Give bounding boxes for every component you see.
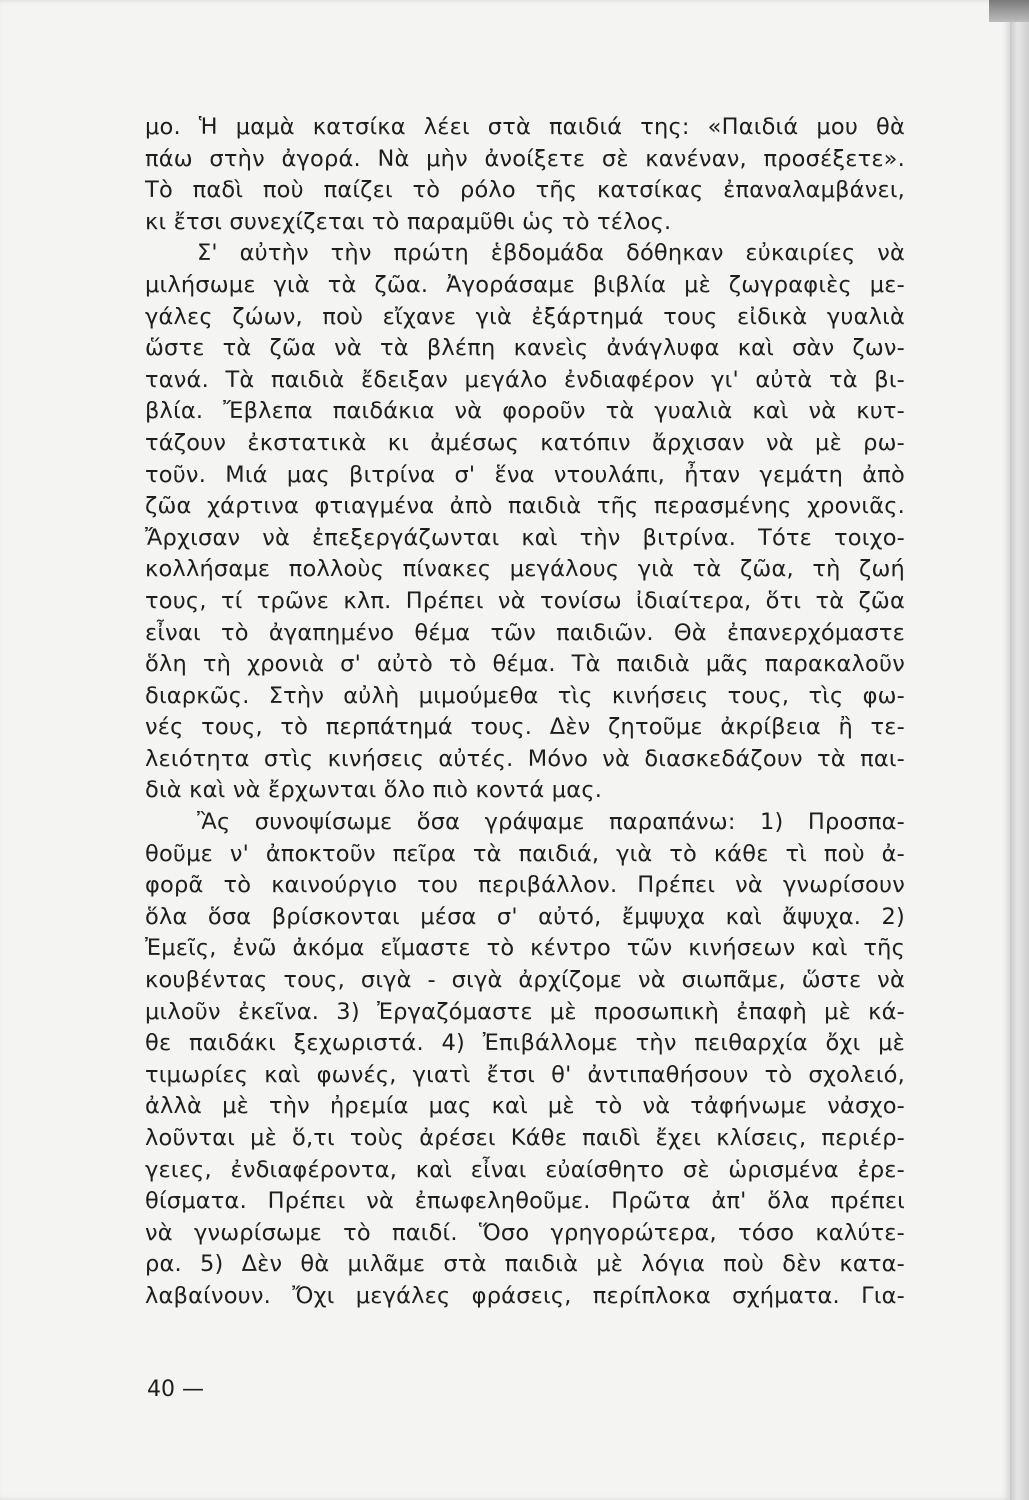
text-line: τάζουν ἐκστατικὰ κι ἀμέσως κατόπιν ἄρχισαν νὰ μὲ ρω- xyxy=(145,429,905,456)
text-line: ὅλη τὴ χρονιὰ σ' αὐτὸ τὸ θέμα. Τὰ παιδιὰ μᾶς παρακαλοῦν xyxy=(145,651,905,678)
text-line: λειότητα στὶς κινήσεις αὐτές. Μόνο νὰ διασκεδάζουν τὰ παι- xyxy=(145,745,905,772)
text-line: ρα. 5) Δὲν θὰ μιλᾶμε στὰ παιδιὰ μὲ λόγια ποὺ δὲν κατα- xyxy=(145,1251,905,1278)
text-line: φορᾶ τὸ καινούργιο του περιβάλλον. Πρέπει νὰ γνωρίσουν xyxy=(145,872,905,899)
text-line: γειες, ἐνδιαφέροντα, καὶ εἶναι εὐαίσθητο σὲ ὡρισμένα ἐρε- xyxy=(145,1156,905,1183)
text-line: ἀλλὰ μὲ τὴν ἠρεμία μας καὶ μὲ τὸ νὰ τἀφήνωμε νἀσχο- xyxy=(145,1093,905,1120)
text-line: κουβέντας τους, σιγὰ - σιγὰ ἀρχίζομε νὰ σιωπᾶμε, ὥστε νὰ xyxy=(145,967,905,994)
text-line: τιμωρίες καὶ φωνές, γιατὶ ἔτσι θ' ἀντιπαθήσουν τὸ σχολειό, xyxy=(145,1061,905,1088)
text-line: διὰ καὶ νὰ ἔρχωνται ὅλο πιὸ κοντά μας. xyxy=(145,777,603,804)
text-line: γάλες ζώων, ποὺ εἴχανε γιὰ ἐξάρτημά τους εἰδικὰ γυαλιὰ xyxy=(145,303,905,330)
paragraph-start-line: Σ' αὐτὴν τὴν πρώτη ἑβδομάδα δόθηκαν εὐκαιρίες νὰ xyxy=(197,240,905,267)
text-line: πάω στὴν ἀγορά. Νὰ μὴν ἀνοίξετε σὲ κανέναν, προσέξετε». xyxy=(145,145,905,172)
text-line: Ἄρχισαν νὰ ἐπεξεργάζωνται καὶ τὴν βιτρίνα. Τότε τοιχο- xyxy=(145,524,905,551)
body-text xyxy=(145,112,905,1313)
text-line: μο. Ἡ μαμὰ κατσίκα λέει στὰ παιδιά της: «Παιδιά μου θὰ xyxy=(145,114,905,140)
text-line: μιλοῦν ἐκεῖνα. 3) Ἐργαζόμαστε μὲ προσωπικὴ ἐπαφὴ μὲ κά- xyxy=(145,998,905,1025)
text-line: εἶναι τὸ ἀγαπημένο θέμα τῶν παιδιῶν. Θὰ ἐπανερχόμαστε xyxy=(145,619,905,646)
text-line: Ἐμεῖς, ἐνῶ ἀκόμα εἴμαστε τὸ κέντρο τῶν κινήσεων καὶ τῆς xyxy=(145,935,905,962)
text-line: θε παιδάκι ξεχωριστά. 4) Ἐπιβάλλομε τὴν πειθαρχία ὄχι μὲ xyxy=(145,1030,905,1057)
text-line: θοῦμε ν' ἀποκτοῦν πεῖρα τὰ παιδιά, γιὰ τὸ κάθε τὶ ποὺ ἀ- xyxy=(145,840,905,867)
text-line: θίσματα. Πρέπει νὰ ἐπωφεληθοῦμε. Πρῶτα ἀπ' ὅλα πρέπει xyxy=(145,1188,905,1215)
text-line: κι ἔτσι συνεχίζεται τὸ παραμῦθι ὡς τὸ τέλος. xyxy=(145,208,672,235)
page-corner-shadow xyxy=(989,0,1029,22)
text-line: κολλήσαμε πολλοὺς πίνακες μεγάλους γιὰ τὰ ζῶα, τὴ ζωή xyxy=(145,556,905,583)
text-line: ὅλα ὅσα βρίσκονται μέσα σ' αὐτό, ἔμψυχα καὶ ἄψυχα. 2) xyxy=(145,903,905,930)
text-line: βλία. Ἔβλεπα παιδάκια νὰ φοροῦν τὰ γυαλιὰ καὶ νὰ κυτ- xyxy=(145,398,905,425)
page-edge xyxy=(1010,0,1029,1500)
text-line: νὰ γνωρίσωμε τὸ παιδί. Ὅσο γρηγορώτερα, τόσο καλύτε- xyxy=(145,1219,905,1246)
page-number: 40 — xyxy=(147,1377,204,1402)
text-line: ζῶα χάρτινα φτιαγμένα ἀπὸ παιδιὰ τῆς περασμένης χρονιᾶς. xyxy=(145,493,905,520)
text-line: τοῦν. Μιά μας βιτρίνα σ' ἕνα ντουλάπι, ἦταν γεμάτη ἀπὸ xyxy=(145,461,905,488)
paragraph-start-line: Ἂς συνοψίσωμε ὅσα γράψαμε παραπάνω: 1) Προσπα- xyxy=(197,809,905,836)
text-line: τους, τί τρῶνε κλπ. Πρέπει νὰ τονίσω ἰδιαίτερα, ὅτι τὰ ζῶα xyxy=(145,587,905,614)
text-line: μιλήσωμε γιὰ τὰ ζῶα. Ἀγοράσαμε βιβλία μὲ ζωγραφιὲς με- xyxy=(145,271,905,298)
text-line: λοῦνται μὲ ὅ,τι τοὺς ἀρέσει Κάθε παιδὶ ἔχει κλίσεις, περιέρ- xyxy=(145,1125,905,1151)
text-line: νές τους, τὸ περπάτημά τους. Δὲν ζητοῦμε ἀκρίβεια ἢ τε- xyxy=(145,714,905,741)
text-line: λαβαίνουν. Ὄχι μεγάλες φράσεις, περίπλοκα σχήματα. Για- xyxy=(145,1282,905,1309)
text-line: Τὸ παδὶ ποὺ παίζει τὸ ρόλο τῆς κατσίκας ἐπαναλαμβάνει, xyxy=(145,177,905,204)
text-line: διαρκῶς. Στὴν αὐλὴ μιμούμεθα τὶς κινήσεις τους, τὶς φω- xyxy=(145,682,905,709)
text-line: ὥστε τὰ ζῶα νὰ τὰ βλέπη κανεὶς ἀνάγλυφα καὶ σὰν ζων- xyxy=(145,335,905,362)
text-line: τανά. Τὰ παιδιὰ ἔδειξαν μεγάλο ἐνδιαφέρον γι' αὐτὰ τὰ βι- xyxy=(145,366,905,393)
